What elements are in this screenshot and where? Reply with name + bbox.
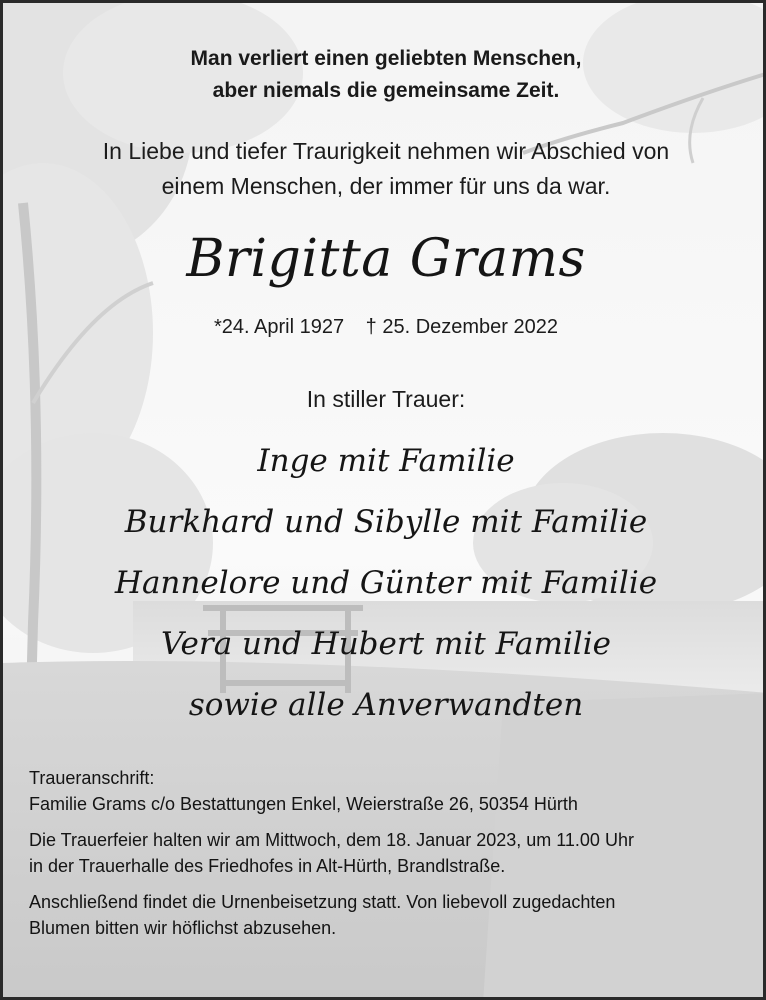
address-paragraph: [29, 765, 749, 817]
mourners-list: [3, 431, 766, 736]
intro-line-1: In Liebe und tiefer Traurigkeit nehmen wir Abschied von: [102, 138, 670, 164]
deceased-name: Brigitta Grams: [186, 229, 586, 289]
intro-line-2: einem Menschen, der immer für uns da war.: [161, 173, 611, 199]
ceremony-line-1: Die Trauerfeier halten wir am Mittwoch, dem 18. Januar 2023, um 11.00 Uhr: [29, 830, 634, 850]
mourner-entry: Inge mit Familie: [257, 443, 515, 479]
motto-quote: [3, 43, 766, 107]
burial-paragraph: [29, 889, 749, 941]
burial-line-2: Blumen bitten wir höflichst abzusehen.: [29, 918, 337, 938]
ceremony-line-2: in der Trauerhalle des Friedhofes in Alt-Hürth, Brandlstraße.: [29, 856, 506, 876]
mourning-label: In stiller Trauer:: [306, 386, 466, 412]
mourner-entry: Vera und Hubert mit Familie: [161, 626, 611, 662]
mourner-entry: sowie alle Anverwandten: [188, 687, 584, 723]
motto-line-1: Man verliert einen geliebten Menschen,: [190, 47, 582, 70]
mourner-entry: Burkhard und Sibylle mit Familie: [124, 504, 648, 540]
ceremony-paragraph: [29, 827, 749, 879]
life-dates: [3, 313, 766, 341]
address-text: Familie Grams c/o Bestattungen Enkel, Weierstraße 26, 50354 Hürth: [29, 794, 578, 814]
mourner-entry: Hannelore und Günter mit Familie: [114, 565, 658, 601]
burial-line-1: Anschließend findet die Urnenbeisetzung statt. Von liebevoll zugedachten: [29, 892, 616, 912]
motto-line-2: aber niemals die gemeinsame Zeit.: [212, 79, 560, 102]
details-block: [29, 765, 749, 951]
death-date: † 25. Dezember 2022: [365, 316, 558, 338]
intro-text: [3, 134, 766, 204]
address-label: Traueranschrift:: [29, 768, 155, 788]
birth-date: *24. April 1927: [213, 316, 345, 338]
